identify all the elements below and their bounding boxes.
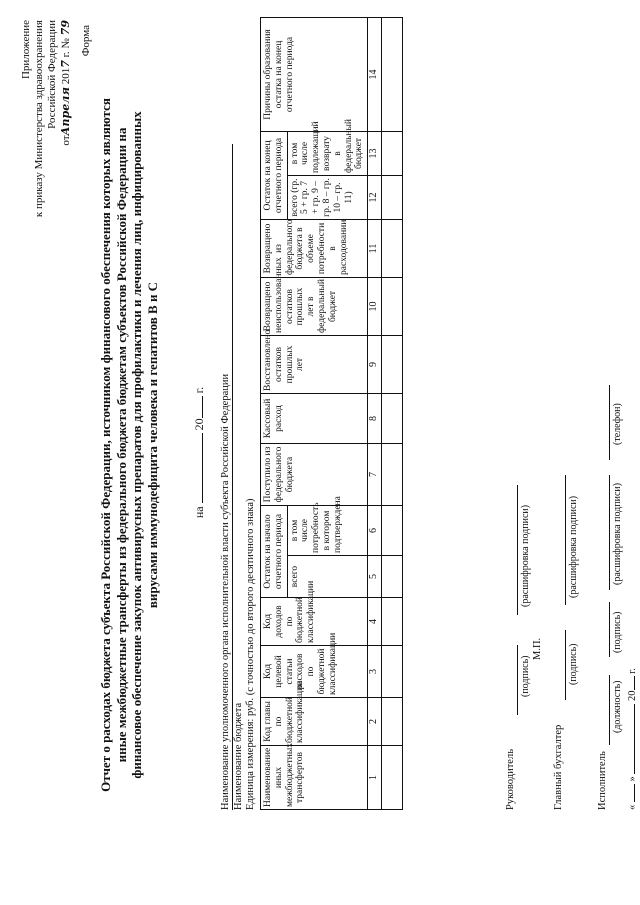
head-signature-line[interactable]	[517, 645, 518, 715]
header-chapter-code: Код главы по бюджетной классификации	[261, 698, 368, 746]
column-number: 4	[368, 598, 382, 646]
accountant-decoding-line[interactable]	[565, 475, 566, 605]
column-number: 5	[368, 556, 382, 598]
appendix-line-3: Российской Федерации	[46, 20, 58, 129]
table-cell[interactable]	[382, 698, 403, 746]
table-cell[interactable]	[382, 335, 403, 393]
column-number: 13	[368, 131, 382, 175]
header-row-1	[261, 17, 288, 809]
header-returned-from-federal: Возвращено из федерального бюджета в объеме потребности в расходовании	[261, 219, 368, 277]
table-cell[interactable]	[382, 131, 403, 175]
date-year-blank[interactable]	[624, 677, 635, 691]
period-date-blank[interactable]	[190, 433, 203, 503]
table-cell[interactable]	[382, 646, 403, 698]
accountant-label: Главный бухгалтер	[553, 724, 564, 810]
table-cell[interactable]	[382, 746, 403, 810]
executor-label: Исполнитель	[597, 751, 608, 810]
table-cell[interactable]	[382, 556, 403, 598]
column-number: 11	[368, 219, 382, 277]
period-year-blank[interactable]	[190, 396, 203, 418]
header-opening-balance: Остаток на начало отчетного периода	[261, 505, 288, 597]
header-opening-total: всего	[287, 556, 368, 598]
executor-decoding-line[interactable]	[609, 475, 610, 590]
table-cell[interactable]	[382, 17, 403, 131]
report-meta	[220, 144, 257, 810]
stamp-label: М.П.	[532, 637, 543, 660]
column-number: 10	[368, 277, 382, 335]
handwritten-number: 79	[59, 20, 72, 36]
appendix-line-1: Приложение	[20, 20, 32, 80]
report-table	[260, 17, 403, 810]
column-number: 7	[368, 443, 382, 505]
accountant-signature-line[interactable]	[565, 630, 566, 700]
appendix-line-4: отАпреля 2017 г. № 79	[59, 20, 72, 146]
executor-decoding-caption: (расшифровка подписи)	[612, 482, 623, 585]
handwritten-date: Апреля	[59, 87, 72, 136]
header-cash-expense: Кассовый расход	[261, 393, 368, 443]
budget-name-line: Наименование бюджета	[233, 702, 244, 810]
data-row[interactable]	[382, 17, 403, 809]
authority-name-line: Наименование уполномоченного органа исполнительной власти субъекта Российской Федерации	[220, 144, 233, 810]
head-signature-caption: (подпись)	[520, 655, 531, 697]
table-cell[interactable]	[382, 505, 403, 555]
header-opening-confirmed: в том числе потребность в котором подтверждена	[287, 505, 368, 555]
column-number: 1	[368, 746, 382, 810]
appendix-line-2: к приказу Министерства здравоохранения	[33, 20, 45, 218]
accountant-signature-caption: (подпись)	[568, 643, 579, 685]
report-period: на 20 г.	[192, 386, 206, 519]
head-decoding-caption: (расшифровка подписи)	[520, 504, 531, 607]
date-month-blank[interactable]	[624, 704, 635, 774]
executor-position-caption: (должность)	[612, 680, 623, 733]
column-number: 9	[368, 335, 382, 393]
header-returned-unused: Возвращено неиспользованных остатков прошлых лет в федеральный бюджет	[261, 277, 368, 335]
date-day-blank[interactable]	[624, 784, 635, 802]
executor-phone-line[interactable]	[609, 385, 610, 460]
column-number: 2	[368, 698, 382, 746]
report-title: Отчет о расходах бюджета субъекта Российской Федерации, источником финансового обеспечения которых являются иные межбюджетные трансферты из федерального бюджета бюджетам субъектов Российской Федерации на финансовое обеспечение закупок антивирусных препаратов для профилактики и лечения лиц, инфицированных вирусами иммунодефицита человека и гепатитов В и С	[98, 98, 160, 792]
head-decoding-line[interactable]	[517, 485, 518, 615]
table-cell[interactable]	[382, 219, 403, 277]
header-transfer-name: Наименование иных межбюджетных трансфертов	[261, 746, 368, 810]
header-target-code: Код целевой статьи расходов по бюджетной классификации	[261, 646, 368, 698]
header-closing-total: всего (гр. 5 + гр. 7 + гр. 9 – гр. 8 – гр. 10 – гр. 11)	[287, 175, 368, 219]
column-number: 8	[368, 393, 382, 443]
table-cell[interactable]	[382, 175, 403, 219]
table-cell[interactable]	[382, 277, 403, 335]
executor-phone-caption: (телефон)	[612, 403, 623, 445]
date-line: « » 20 г.	[624, 668, 639, 810]
header-closing-balance: Остаток на конец отчетного периода	[261, 131, 288, 219]
accountant-decoding-caption: (расшифровка подписи)	[568, 495, 579, 598]
table-cell[interactable]	[382, 393, 403, 443]
appendix-header	[20, 20, 73, 217]
executor-signature-caption: (подпись)	[612, 611, 623, 653]
table-cell[interactable]	[382, 598, 403, 646]
column-number: 14	[368, 17, 382, 131]
header-income-code: Код доходов по бюджетной классификации	[261, 598, 368, 646]
header-restored: Восстановлено остатков прошлых лет	[261, 335, 368, 393]
column-number: 3	[368, 646, 382, 698]
form-label: Форма	[80, 25, 92, 57]
column-number: 12	[368, 175, 382, 219]
head-label: Руководитель	[505, 749, 516, 810]
table-cell[interactable]	[382, 443, 403, 505]
unit-line: Единица измерения: руб. (с точностью до второго десятичного знака)	[245, 498, 256, 810]
executor-signature-line[interactable]	[609, 602, 610, 657]
column-number-row	[368, 17, 382, 809]
column-number: 6	[368, 505, 382, 555]
header-closing-to-return: в том числе подлежащий возврату в федеральный бюджет	[287, 131, 368, 175]
header-balance-reasons: Причины образования остатка на конец отчетного периода	[261, 17, 368, 131]
executor-position-line[interactable]	[609, 675, 610, 745]
header-received: Поступило из федерального бюджета	[261, 443, 368, 505]
